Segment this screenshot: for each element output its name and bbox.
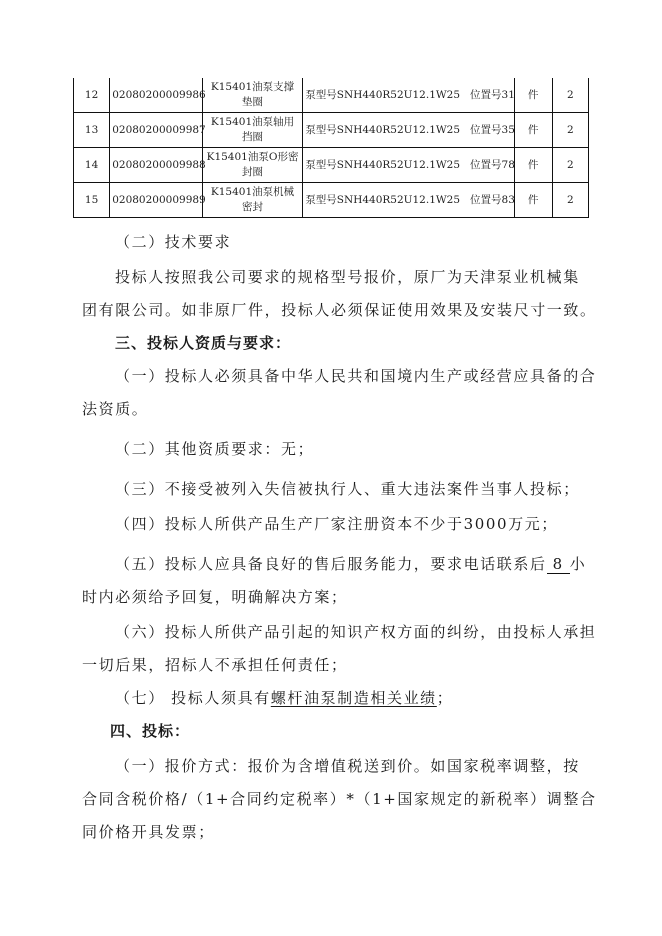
- material-name: [202, 148, 303, 183]
- item7-text-post: ；: [436, 689, 454, 707]
- material-name: [202, 183, 303, 218]
- section3-item3: （三）不接受被列入失信被执行人、重大违法案件当事人投标；: [115, 480, 580, 498]
- table-row: [74, 78, 589, 113]
- unit: 件: [514, 183, 552, 218]
- item5-text-pre: （五）投标人应具备良好的售后服务能力，要求电话联系后: [115, 555, 547, 573]
- material-name-line1: K15401油泵轴用: [210, 116, 295, 128]
- unit: 件: [514, 78, 552, 113]
- unit: 件: [514, 148, 552, 183]
- material-name: [202, 78, 303, 113]
- quantity: 2: [552, 113, 588, 148]
- pump-model: 泵型号SNH440R52U12.1W25: [305, 193, 461, 206]
- material-name: [202, 113, 303, 148]
- specification: [303, 78, 514, 113]
- tech-paragraph-line1: 投标人按照我公司要求的规格型号报价，原厂为天津泵业机械集: [115, 268, 580, 286]
- section3-item4: （四）投标人所供产品生产厂家注册资本不少于3000万元；: [115, 515, 558, 533]
- material-name-line2: 垫圈: [242, 96, 264, 108]
- pump-model: 泵型号SNH440R52U12.1W25: [305, 158, 461, 171]
- quantity: 2: [552, 148, 588, 183]
- material-code: 02080200009989: [110, 183, 203, 218]
- tech-paragraph-line2: 团有限公司。如非原厂件，投标人必须保证使用效果及安装尺寸一致。: [82, 301, 597, 319]
- material-code: 02080200009986: [110, 78, 203, 113]
- pump-model: 泵型号SNH440R52U12.1W25: [305, 123, 461, 136]
- specification: [303, 113, 514, 148]
- row-index: 12: [74, 78, 110, 113]
- table-row: [74, 148, 589, 183]
- section3-item5-line2: 时内必须给予回复，明确解决方案；: [82, 588, 348, 606]
- section3-item1-line2: 法资质。: [82, 400, 149, 418]
- material-name-line1: K15401油泵O形密: [206, 151, 299, 163]
- pump-model: 泵型号SNH440R52U12.1W25: [305, 88, 461, 101]
- specification: [303, 148, 514, 183]
- section3-item6-line2: 一切后果，招标人不承担任何责任；: [82, 656, 348, 674]
- section3-item5-line1: [115, 554, 590, 574]
- position-number: 位置号83: [470, 193, 515, 206]
- row-index: 15: [74, 183, 110, 218]
- quantity: 2: [552, 78, 588, 113]
- position-number: 位置号78: [470, 158, 515, 171]
- specification: [303, 183, 514, 218]
- item5-text-post: 小: [569, 555, 587, 573]
- section3-item2: （二）其他资质要求：无；: [115, 440, 315, 458]
- section3-item1-line1: （一）投标人必须具备中华人民共和国境内生产或经营应具备的合: [115, 367, 597, 385]
- section4-item1-line3: 同价格开具发票；: [82, 823, 215, 841]
- material-name-line1: K15401油泵机械: [210, 186, 295, 198]
- unit: 件: [514, 113, 552, 148]
- material-code: 02080200009987: [110, 113, 203, 148]
- item7-underlined-requirement: 螺杆油泵制造相关业绩: [270, 689, 437, 707]
- material-name-line2: 挡圈: [242, 131, 264, 143]
- material-name-line1: K15401油泵支撑: [210, 81, 295, 93]
- row-index: 13: [74, 113, 110, 148]
- item7-text-pre: （七） 投标人须具有: [115, 689, 271, 707]
- section4-item1-line2: 合同含税价格/（1+合同约定税率）*（1+国家规定的新税率）调整合: [82, 790, 597, 808]
- quantity: 2: [552, 183, 588, 218]
- material-code: 02080200009988: [110, 148, 203, 183]
- section3-heading: 三、投标人资质与要求：: [115, 334, 292, 352]
- position-number: 位置号35: [470, 123, 515, 136]
- position-number: 位置号31: [470, 88, 515, 101]
- table-row: [74, 183, 589, 218]
- section3-item6-line1: （六）投标人所供产品引起的知识产权方面的纠纷，由投标人承担: [115, 623, 597, 641]
- section3-item7: [115, 688, 590, 708]
- parts-table: [73, 78, 589, 218]
- row-index: 14: [74, 148, 110, 183]
- material-name-line2: 密封: [242, 201, 264, 213]
- material-name-line2: 封圈: [242, 166, 264, 178]
- section4-item1-line1: （一）报价方式：报价为含增值税送到价。如国家税率调整，按: [115, 757, 580, 775]
- tech-requirements-heading: （二）技术要求: [115, 233, 232, 251]
- table-row: [74, 113, 589, 148]
- response-hours-blank: 8: [547, 555, 570, 574]
- section4-heading: 四、投标：: [110, 722, 191, 740]
